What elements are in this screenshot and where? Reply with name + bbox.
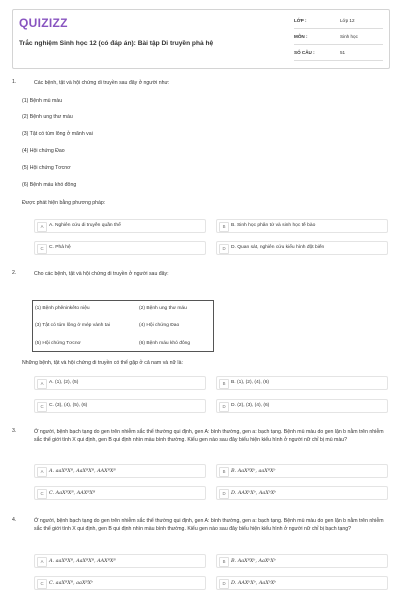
option-letter: D — [219, 489, 229, 499]
option-letter: C — [37, 579, 47, 589]
meta-value: Lớp 12 — [340, 18, 355, 23]
option-letter: C — [37, 489, 47, 499]
list-item: (1) Bệnh mù màu — [22, 98, 63, 104]
option-text: D. AAXᵇXᵇ, AaXᵇXᵇ — [231, 490, 277, 496]
meta-label: SỐ CÂU : — [294, 50, 315, 55]
option-letter: A — [37, 557, 47, 567]
option-d[interactable] — [216, 486, 388, 500]
meta-row-count — [294, 48, 383, 61]
option-a[interactable] — [34, 219, 206, 233]
question-prompt: Được phát hiện bằng phương pháp: — [22, 200, 106, 206]
question-prompt: Những bệnh, tật và hội chứng di truyền có thể gặp ở cả nam và nữ là: — [22, 360, 183, 366]
option-b[interactable] — [216, 554, 388, 568]
disease-table — [32, 300, 214, 352]
worksheet-title: Trắc nghiệm Sinh học 12 (có đáp án): Bài tập Di truyền phả hệ — [19, 40, 214, 47]
option-d[interactable] — [216, 241, 388, 255]
option-c[interactable] — [34, 576, 206, 590]
option-letter: D — [219, 579, 229, 589]
option-text: B. AaXᴮXᵇ, aaXᴮXᵇ — [231, 468, 276, 474]
table-cell: (1) Bệnh phêninkêto niệu — [35, 306, 90, 311]
list-item: (6) Bệnh máu khó đông — [22, 182, 77, 188]
option-letter: A — [37, 379, 47, 389]
question-text: Ở người, bệnh bạch tạng do gen trên nhiễm sắc thể thường qui định, gen A: bình thường, gen a: bạch tạng. Bệnh mù màu do gen lặn b nằm trên nhiễm sắc thể giới tính X qui định, gen B qui định nhìn màu bình thường. Kiểu gen nào sau đây biểu hiện kiểu hình ở người nữ chỉ bị mù màu? — [34, 429, 384, 443]
table-cell: (5) Hội chứng Tơcnơ — [35, 341, 81, 346]
option-letter: C — [37, 402, 47, 412]
table-cell: (4) Hội chứng Đao — [139, 323, 180, 328]
table-cell: (6) Bệnh máu khó đông — [139, 341, 191, 346]
option-letter: B — [219, 379, 229, 389]
option-letter: B — [219, 467, 229, 477]
option-d[interactable] — [216, 399, 388, 413]
worksheet-header — [12, 9, 390, 69]
option-text: C. Phả hệ — [49, 245, 71, 250]
option-letter: D — [219, 244, 229, 254]
option-text: B. (1), (2), (4), (6) — [231, 380, 270, 385]
question-number: 2. — [12, 270, 17, 276]
option-text: B. Sinh học phân tử và sinh học tế bào — [231, 223, 316, 228]
option-text: A. Nghiên cứu di truyền quần thể — [49, 223, 121, 228]
option-b[interactable] — [216, 464, 388, 478]
table-cell: (3) Tật có túm lông ở mép vành tai — [35, 323, 110, 328]
option-text: D. (2), (3), (4), (6) — [231, 403, 270, 408]
meta-table — [294, 16, 383, 64]
option-letter: B — [219, 222, 229, 232]
option-letter: A — [37, 467, 47, 477]
question-text: Cho các bệnh, tật và hội chứng di truyền ở người sau đây: — [34, 271, 169, 277]
option-b[interactable] — [216, 219, 388, 233]
option-text: C. (3), (4), (5), (6) — [49, 403, 88, 408]
option-text: A. (1), (2), (5) — [49, 380, 79, 385]
meta-value: Sinh học — [340, 34, 358, 39]
option-a[interactable] — [34, 554, 206, 568]
option-text: A. aaXᴮXᴮ, AaXᴮXᴮ, AAXᴮXᴮ — [49, 558, 116, 564]
list-item: (4) Hội chứng Đao — [22, 148, 65, 154]
option-text: C. aaXᴮXᴮ, aaXᴮXᵇ — [49, 580, 94, 586]
option-letter: B — [219, 557, 229, 567]
question-number: 4. — [12, 517, 17, 523]
option-text: C. AaXᴮXᴮ, AAXᴮXᴮ — [49, 490, 96, 496]
question-number: 3. — [12, 428, 17, 434]
option-b[interactable] — [216, 376, 388, 390]
meta-row-class — [294, 16, 383, 29]
option-letter: A — [37, 222, 47, 232]
question-text: Ở người, bệnh bạch tạng do gen trên nhiễm sắc thể thường qui định, gen A: bình thường, gen a: bạch tạng. Bệnh mù màu do gen lặn b nằm trên nhiễm sắc thể giới tính X qui định, gen B qui định nhìn màu bình thường. Kiểu gen nào sau đây biểu hiện kiểu hình ở người nữ chỉ bị bạch tạng? — [34, 518, 384, 532]
option-c[interactable] — [34, 486, 206, 500]
option-c[interactable] — [34, 241, 206, 255]
option-a[interactable] — [34, 464, 206, 478]
quizizz-logo: QUIZIZZ — [19, 16, 68, 30]
option-letter: C — [37, 244, 47, 254]
option-letter: D — [219, 402, 229, 412]
meta-value: 51 — [340, 50, 346, 55]
meta-label: MÔN : — [294, 34, 308, 39]
option-text: A. aaXᴮXᴮ, AaXᴮXᴮ, AAXᴮXᴮ — [49, 468, 116, 474]
list-item: (2) Bệnh ung thư máu — [22, 114, 73, 120]
list-item: (3) Tật có túm lông ở mãnh vai — [22, 131, 93, 137]
option-c[interactable] — [34, 399, 206, 413]
meta-label: LỚP : — [294, 18, 307, 23]
option-text: B. AaXᴮXᵇ, AaXᵇXᵇ — [231, 558, 276, 564]
option-d[interactable] — [216, 576, 388, 590]
option-text: D. AAXᵇXᵇ, AaXᵇXᵇ — [231, 580, 277, 586]
option-text: D. Quan sát, nghiên cứu kiểu hình đột biến — [231, 245, 325, 250]
list-item: (5) Hội chứng Tơcnơ — [22, 165, 71, 171]
option-a[interactable] — [34, 376, 206, 390]
question-text: Các bệnh, tật và hội chứng di truyền sau đây ở người như: — [34, 80, 170, 86]
table-cell: (2) Bệnh ung thư máu — [139, 306, 187, 311]
question-number: 1. — [12, 79, 17, 85]
meta-row-subject — [294, 32, 383, 45]
